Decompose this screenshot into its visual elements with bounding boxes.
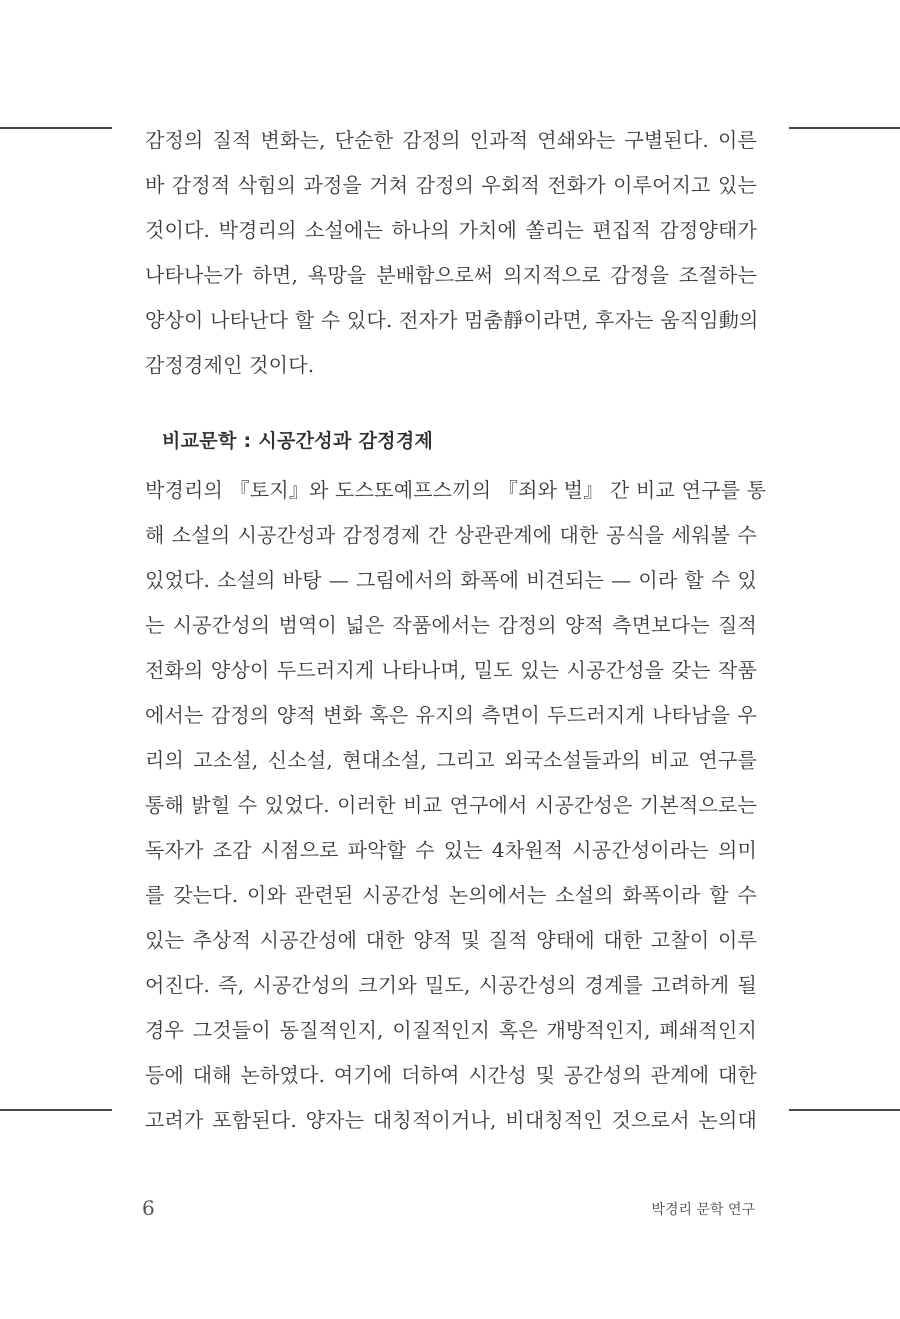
section-heading: 비교문학 : 시공간성과 감정경제 [162, 430, 434, 452]
text-line: 어진다. 즉, 시공간성의 크기와 밀도, 시공간성의 경계를 고려하게 될 [145, 973, 757, 997]
text-line: 등에 대해 논하였다. 여기에 더하여 시간성 및 공간성의 관계에 대한 [145, 1063, 757, 1087]
text-line: 통해 밝힐 수 있었다. 이러한 비교 연구에서 시공간성은 기본적으로는 [145, 793, 757, 817]
text-line: 감정경제인 것이다. [145, 353, 315, 377]
text-line: 경우 그것들이 동질적인지, 이질적인지 혹은 개방적인지, 폐쇄적인지 [145, 1018, 757, 1042]
text-line: 나타나는가 하면, 욕망을 분배함으로써 의지적으로 감정을 조절하는 [145, 263, 757, 287]
text-line: 에서는 감정의 양적 변화 혹은 유지의 측면이 두드러지게 나타남을 우 [145, 703, 757, 727]
paragraph-2 [145, 468, 767, 1143]
text-line: 를 갖는다. 이와 관련된 시공간성 논의에서는 소설의 화폭이라 할 수 [145, 883, 757, 907]
text-line: 해 소설의 시공간성과 감정경제 간 상관관계에 대한 공식을 세워볼 수 [145, 523, 757, 547]
text-line: 전화의 양상이 두드러지게 나타나며, 밀도 있는 시공간성을 갖는 작품 [145, 658, 757, 682]
bottom-left-rule [0, 1109, 112, 1111]
text-line: 있었다. 소설의 바탕 — 그림에서의 화폭에 비견되는 — 이라 할 수 있 [145, 568, 757, 592]
text-line: 는 시공간성의 범역이 넓은 작품에서는 감정의 양적 측면보다는 질적 [145, 613, 757, 637]
bottom-right-rule [789, 1109, 900, 1111]
text-line: 있는 추상적 시공간성에 대한 양적 및 질적 양태에 대한 고찰이 이루 [145, 928, 757, 952]
paragraph-1 [145, 118, 757, 388]
text-line: 고려가 포함된다. 양자는 대칭적이거나, 비대칭적인 것으로서 논의대 [145, 1108, 757, 1132]
top-left-rule [0, 127, 112, 129]
text-line: 리의 고소설, 신소설, 현대소설, 그리고 외국소설들과의 비교 연구를 [145, 748, 757, 772]
page-number: 6 [142, 1196, 155, 1220]
text-line: 바 감정적 삭힘의 과정을 거쳐 감정의 우회적 전화가 이루어지고 있는 [145, 173, 757, 197]
text-line: 감정의 질적 변화는, 단순한 감정의 인과적 연쇄와는 구별된다. 이른 [145, 128, 757, 152]
text-line: 독자가 조감 시점으로 파악할 수 있는 4차원적 시공간성이라는 의미 [145, 838, 757, 862]
text-line: 양상이 나타난다 할 수 있다. 전자가 멈춤靜이라면, 후자는 움직임動의 [145, 308, 759, 332]
text-line: 박경리의 『토지』와 도스또예프스끼의 『죄와 벌』 간 비교 연구를 통 [145, 478, 767, 502]
running-title: 박경리 문학 연구 [651, 1202, 755, 1218]
top-right-rule [789, 127, 900, 129]
text-line: 것이다. 박경리의 소설에는 하나의 가치에 쏠리는 편집적 감정양태가 [145, 218, 757, 242]
